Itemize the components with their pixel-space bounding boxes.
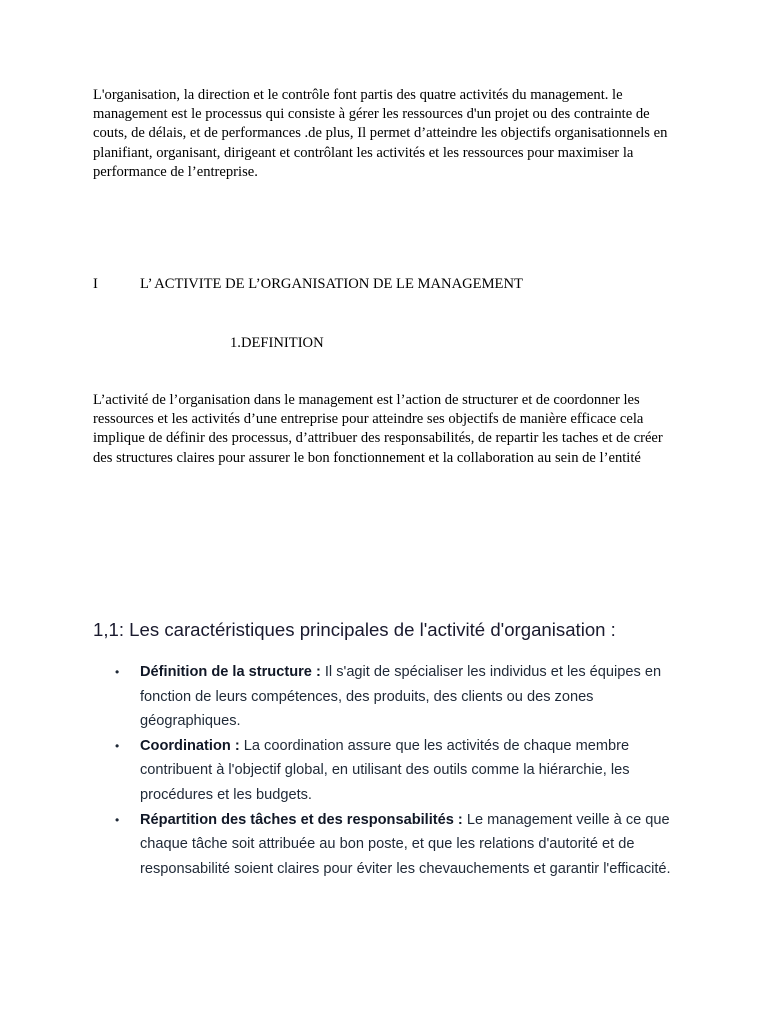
item-term: Coordination : bbox=[140, 737, 240, 754]
bullet-icon: • bbox=[115, 665, 120, 679]
section-title: L’ ACTIVITE DE L’ORGANISATION DE LE MANAGEMENT bbox=[140, 276, 523, 292]
item-term: Définition de la structure : bbox=[140, 664, 321, 680]
section-number: I bbox=[93, 276, 98, 292]
intro-paragraph: L'organisation, la direction et le contrôle font partis des quatre activités du management. le management est le processus qui consiste à gérer les ressources d'un projet ou des contrainte de couts, de délais, et de performances .de plus, Il permet d’atteindre les objectifs organisationnels en planifiant, organisant, dirigeant et contrôlant les activités et les ressources pour maximiser la performance de l’entreprise. bbox=[93, 87, 668, 180]
definition-paragraph: L’activité de l’organisation dans le management est l’action de structurer et de coordonner les ressources et les activités d’une entreprise pour atteindre ses objectifs de manière efficace cela implique de définir des processus, d’attribuer des responsabilités, de repartir les taches et de créer des structures claires pour assurer le bon fonctionnement et la collaboration au sein de l’entité bbox=[93, 392, 663, 466]
bullet-icon: • bbox=[115, 812, 120, 827]
subsection-heading: 1.DEFINITION bbox=[230, 335, 324, 351]
section-heading bbox=[93, 275, 523, 294]
item-term: Répartition des tâches et des responsabilités : bbox=[140, 811, 463, 828]
item-text: Il s'agit de spécialiser les individus et les équipes en fonction de leurs compétences, des produits, des clients ou des zones géographiques. bbox=[140, 664, 662, 730]
bullet-icon: • bbox=[115, 738, 120, 753]
list-item bbox=[93, 808, 683, 882]
characteristics-list bbox=[93, 660, 683, 881]
item-text: Le management veille à ce que chaque tâche soit attribuée au bon poste, et que les relations d'autorité et de responsabilité soient claires pour éviter les chevauchements et garantir l'efficacité. bbox=[140, 811, 671, 877]
characteristics-heading: 1,1: Les caractéristiques principales de l'activité d'organisation : bbox=[93, 619, 616, 640]
list-item bbox=[93, 734, 683, 808]
item-text: La coordination assure que les activités de chaque membre contribuent à l'objectif global, en utilisant des outils comme la hiérarchie, les procédures et les budgets. bbox=[140, 737, 630, 803]
list-item bbox=[93, 660, 683, 734]
